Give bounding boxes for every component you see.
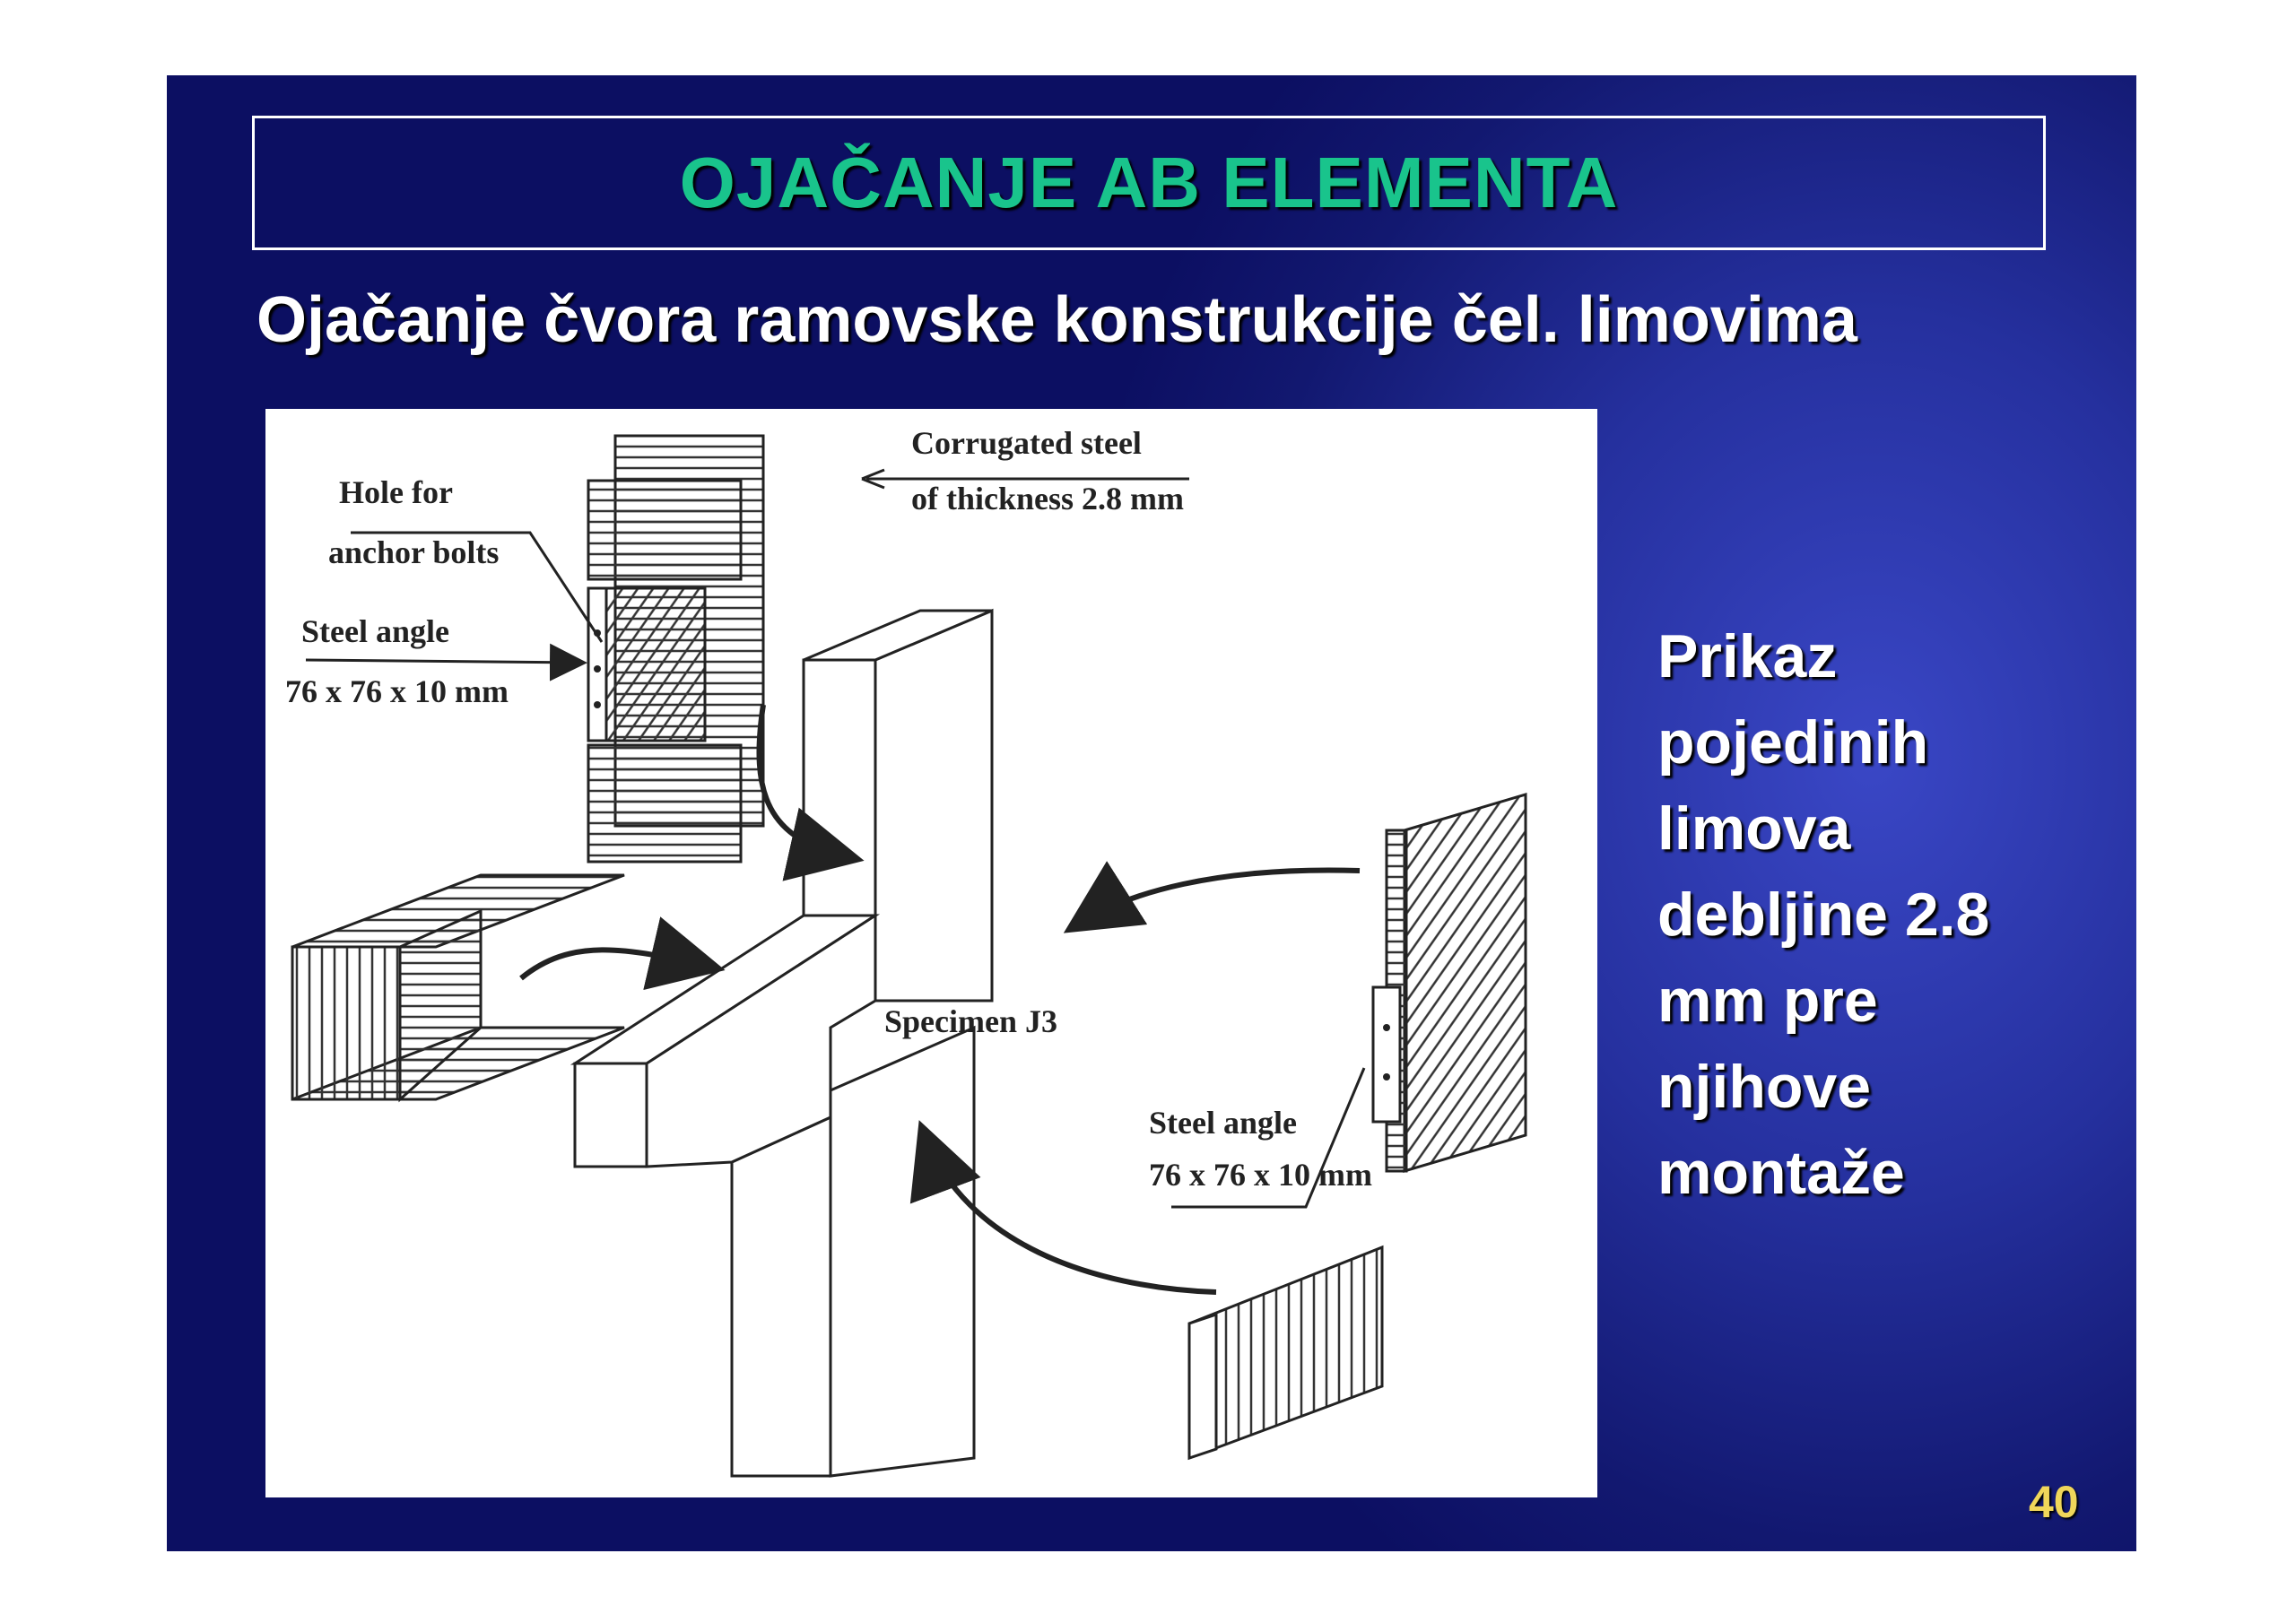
side-text-line: montaže [1657, 1139, 1905, 1207]
slide [167, 75, 2136, 1551]
side-text-line: Prikaz [1657, 622, 1838, 690]
side-text-line: njihove [1657, 1053, 1872, 1121]
label-hole-1: Hole for [339, 474, 453, 510]
slide-title: OJAČANJE AB ELEMENTA [679, 143, 1619, 222]
label-angle-right-2: 76 x 76 x 10 mm [1149, 1157, 1372, 1193]
slide-subtitle: Ojačanje čvora ramovske konstrukcije čel. limovima [257, 284, 1857, 356]
drawing-svg [265, 409, 1597, 1497]
label-angle-left-1: Steel angle [301, 613, 449, 649]
label-angle-right-1: Steel angle [1149, 1105, 1297, 1141]
page-number: 40 [2029, 1477, 2079, 1527]
side-text-line: debljine 2.8 [1657, 881, 1990, 949]
corrugated-top [588, 436, 763, 862]
label-hole-2: anchor bolts [328, 534, 500, 570]
label-angle-left-2: 76 x 76 x 10 mm [285, 673, 509, 709]
side-text-line: limova [1657, 794, 1851, 863]
corrugated-right [1373, 794, 1526, 1171]
corrugated-bottom [1189, 1247, 1382, 1458]
side-description [1657, 613, 2124, 1216]
label-corrugated-2: of thickness 2.8 mm [911, 481, 1184, 516]
label-corrugated-1: Corrugated steel [911, 425, 1142, 461]
side-text-line: mm pre [1657, 967, 1878, 1035]
side-text-line: pojedinih [1657, 708, 1929, 777]
label-specimen: Specimen J3 [884, 1003, 1057, 1039]
technical-drawing [265, 409, 1597, 1497]
title-box [252, 116, 2046, 250]
